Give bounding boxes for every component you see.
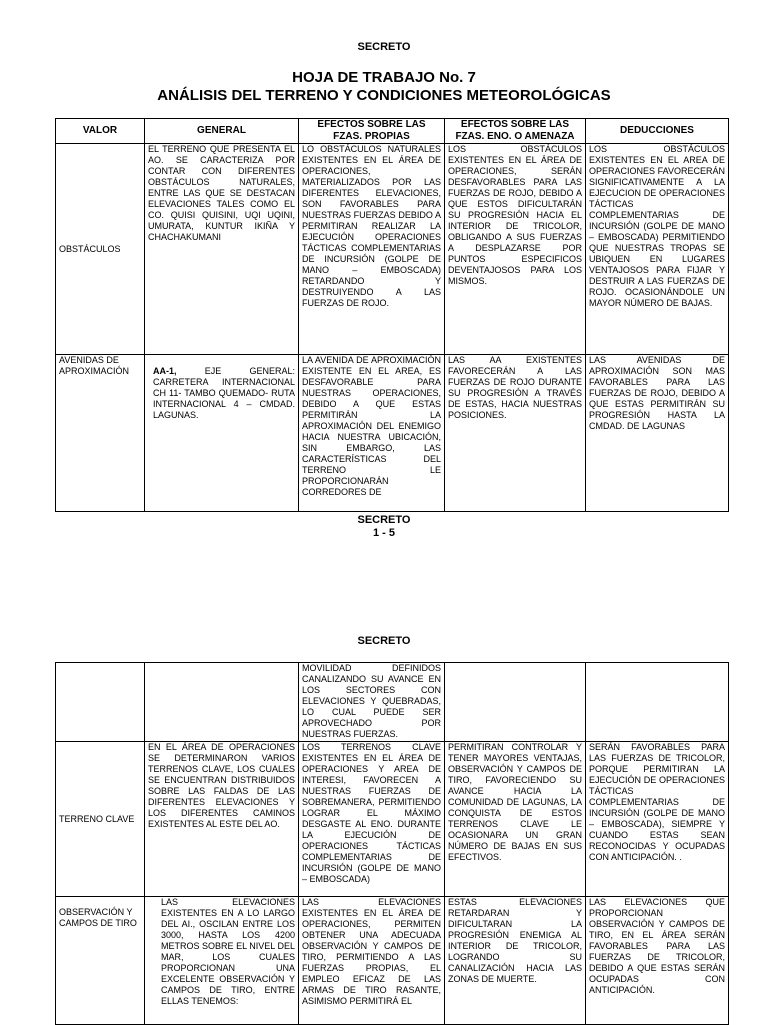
axis-code: AA-1, xyxy=(153,366,177,376)
cell-valor: TERRENO CLAVE xyxy=(56,742,145,897)
cell-propias: LAS ELEVACIONES EXISTENTES EN EL ÁREA DE OPERACIONES, PERMITEN OBTENER UNA ADECUADA OBSERVACIÓN Y CAMPOS DE TIRO, PERMITIENDO A LAS FUERZAS PROPIAS, EL EMPLEO EFICAZ DE LAS ARMAS DE TIRO RASANTE, ASIMISMO PERMITIRÁ EL xyxy=(299,897,445,1025)
cell-valor: OBSTÁCULOS xyxy=(56,144,145,355)
cell-propias: LOS TERRENOS CLAVE EXISTENTES EN EL ÁREA DE OPERACIONES Y AREA DE INTERESI, FAVORECEN A NUESTRAS FUERZAS DE SOBREMANERA, PERMITIENDO LOGRAR EL MÁXIMO DESGASTE AL ENO. DURANTE LA EJECUCIÓN DE OPERACIONES TÁCTICAS COMPLEMENTARIAS DE INCURSIÓN (GOLPE DE MANO – EMBOSCADA) xyxy=(299,742,445,897)
analysis-table-page2 xyxy=(55,662,729,1025)
cell-deducciones: LAS ELEVACIONES QUE PROPORCIONAN OBSERVACIÓN Y CAMPOS DE TIRO, EN EL ÁREA SERÁN FAVORABLES PARA LAS FUERZAS DE TRICOLOR, DEBIDO A QUE ESTAS SERÁN OCUPADAS CON ANTICIPACIÓN. xyxy=(586,897,729,1025)
header-valor: VALOR xyxy=(56,119,145,144)
table-row xyxy=(56,742,729,897)
table-row xyxy=(56,144,729,355)
cell-enemigo: ESTAS ELEVACIONES RETARDARAN Y DIFICULTARAN LA PROGRESIÓN ENEMIGA AL INTERIOR DE TRICOLOR, LOGRANDO SU CANALIZACIÓN HACIA LAS ZONAS DE MUERTE. xyxy=(445,897,586,1025)
classification-header-page2: SECRETO xyxy=(357,635,411,647)
cell-deducciones: SERÁN FAVORABLES PARA LAS FUERZAS DE TRICOLOR, PORQUE PERMITIRAN LA EJECUCIÓN DE OPERACIONES TÁCTICAS COMPLEMENTARIAS DE INCURSIÓN (GOLPE DE MANO – EMBOSCADA), SIEMPRE Y CUANDO ESTAS SEAN RECONOCIDAS Y OCUPADAS CON ANTICIPACIÓN. . xyxy=(586,742,729,897)
header-general: GENERAL xyxy=(145,119,299,144)
analysis-table-page1 xyxy=(55,118,729,512)
worksheet-subtitle: ANÁLISIS DEL TERRENO Y CONDICIONES METEOROLÓGICAS xyxy=(157,87,611,104)
cell-propias: LO OBSTÁCULOS NATURALES EXISTENTES EN EL ÁREA DE OPERACIONES, MATERIALIZADOS POR LAS DIFERENTES ELEVACIONES, SON FAVORABLES PARA NUESTRAS FUERZAS DEBIDO A PERMITIRAN REALIZAR LA EJECUCIÓN OPERACIONES TÁCTICAS COMPLEMENTARIAS DE INCURSIÓN (GOLPE DE MANO – EMBOSCADA) RETARDANDO Y DESTRUIYENDO A LAS FUERZAS DE ROJO. xyxy=(299,144,445,355)
header-enemigo: EFECTOS SOBRE LAS FZAS. ENO. O AMENAZA xyxy=(445,119,586,144)
header-deducciones: DEDUCCIONES xyxy=(586,119,729,144)
worksheet-title: HOJA DE TRABAJO No. 7 xyxy=(292,69,476,86)
table-header-row xyxy=(56,119,729,144)
table-row xyxy=(56,663,729,742)
cell-enemigo: LOS OBSTÁCULOS EXISTENTES EN EL ÁREA DE OPERACIONES, SERÁN DESFAVORABLES PARA LAS FUERZAS DE ROJO, DEBIDO A QUE ESTOS DIFICULTARÁN SU PROGRESIÓN HACIA EL INTERIOR DE TRICOLOR, OBLIGANDO A SUS FUERZAS A DESPLAZARSE POR PUNTOS ESPECIFICOS DEVENTAJOSOS PARA LOS MISMOS. xyxy=(445,144,586,355)
classification-header: SECRETO xyxy=(357,41,411,53)
cell-enemigo: LAS AA EXISTENTES FAVORECERÁN A LAS FUERZAS DE ROJO DURANTE SU PROGRESIÓN A TRAVÉS DE ESTAS, HACIA NUESTRAS POSICIONES. xyxy=(445,355,586,512)
cell-general xyxy=(145,355,299,512)
table-row xyxy=(56,897,729,1025)
axis-description: EJE GENERAL: CARRETERA INTERNACIONAL CH 11- TAMBO QUEMADO- RUTA INTERNACIONAL 4 – CMDAD. LAGUNAS. xyxy=(153,366,295,420)
cell-valor xyxy=(56,663,145,742)
header-propias: EFECTOS SOBRE LAS FZAS. PROPIAS xyxy=(299,119,445,144)
cell-general: EN EL ÁREA DE OPERACIONES SE DETERMINARON VARIOS TERRENOS CLAVE, LOS CUALES SE ENCUENTRAN DISTRIBUIDOS SOBRE LAS FALDAS DE LAS DIFERENTES ELEVACIONES Y LOS DIFERENTES CAMINOS EXISTENTES AL ESTE DEL AO. xyxy=(145,742,299,897)
cell-enemigo: PERMITIRAN CONTROLAR Y TENER MAYORES VENTAJAS, OBSERVACIÓN Y CAMPOS DE TIRO, FAVORECIENDO SU AVANCE HACIA LA COMUNIDAD DE LAGUNAS, LA CONQUISTA DE ESTOS TERRENOS CLAVE LE OCASIONARA UN GRAN NÚMERO DE BAJAS EN SUS EFECTIVOS. xyxy=(445,742,586,897)
cell-deducciones: LAS AVENIDAS DE APROXIMACIÓN SON MAS FAVORABLES PARA LAS FUERZAS DE ROJO, DEBIDO A QUE ESTAS PERMITIRÁN SU PROGRESIÓN HASTA LA CMDAD. DE LAGUNAS xyxy=(586,355,729,512)
cell-general: LAS ELEVACIONES EXISTENTES EN A LO LARGO DEL AI., OSCILAN ENTRE LOS 3000, HASTA LOS 4200 METROS SOBRE EL NIVEL DEL MAR, LOS CUALES PROPORCIONAN UNA EXCELENTE OBSERVACIÓN Y CAMPOS DE TIRO, ENTRE ELLAS TENEMOS: xyxy=(145,897,299,1025)
table-row xyxy=(56,355,729,512)
cell-valor: AVENIDAS DE APROXIMACIÓN xyxy=(56,355,145,512)
classification-footer: SECRETO xyxy=(357,514,411,526)
cell-general: EL TERRENO QUE PRESENTA EL AO. SE CARACTERIZA POR CONTAR CON DIFERENTES OBSTÁCULOS NATURALES, ENTRE LAS QUE SE DESTACAN ELEVACIONES TALES COMO EL CO. QUISI QUISINI, UQI UQINI, UMURATA, KUNTUR IKIÑA Y CHACHAKUMANI xyxy=(145,144,299,355)
cell-propias: MOVILIDAD DEFINIDOS CANALIZANDO SU AVANCE EN LOS SECTORES CON ELEVACIONES Y QUEBRADAS, LO CUAL PUEDE SER APROVECHADO POR NUESTRAS FUERZAS. xyxy=(299,663,445,742)
cell-enemigo xyxy=(445,663,586,742)
cell-deducciones: LOS OBSTÁCULOS EXISTENTES EN EL AREA DE OPERACIONES FAVORECERÁN SIGNIFICATIVAMENTE A LA EJECUCION DE OPERACIONES TÁCTICAS COMPLEMENTARIAS DE INCURSIÓN (GOLPE DE MANO – EMBOSCADA) PERMITIENDO QUE NUESTRAS TROPAS SE UBIQUEN EN LUGARES VENTAJOSOS PARA FIJAR Y DESTRUIR A LAS FUERZAS DE ROJO. OCASIONÁNDOLE UN MAYOR NÚMERO DE BAJAS. xyxy=(586,144,729,355)
cell-general xyxy=(145,663,299,742)
page-number: 1 - 5 xyxy=(372,527,395,539)
cell-deducciones xyxy=(586,663,729,742)
cell-propias: LA AVENIDA DE APROXIMACIÓN EXISTENTE EN EL AREA, ES DESFAVORABLE PARA NUESTRAS OPERACIONES, DEBIDO A QUE ESTAS PERMITIRÁN LA APROXIMACIÓN DEL ENEMIGO HACIA NUESTRA UBICACIÓN, SIN EMBARGO, LAS CARACTERÍSTICAS DEL TERRENO LE PROPORCIONARÁN CORREDORES DE xyxy=(299,355,445,512)
cell-valor: OBSERVACIÓN Y CAMPOS DE TIRO xyxy=(56,897,145,1025)
